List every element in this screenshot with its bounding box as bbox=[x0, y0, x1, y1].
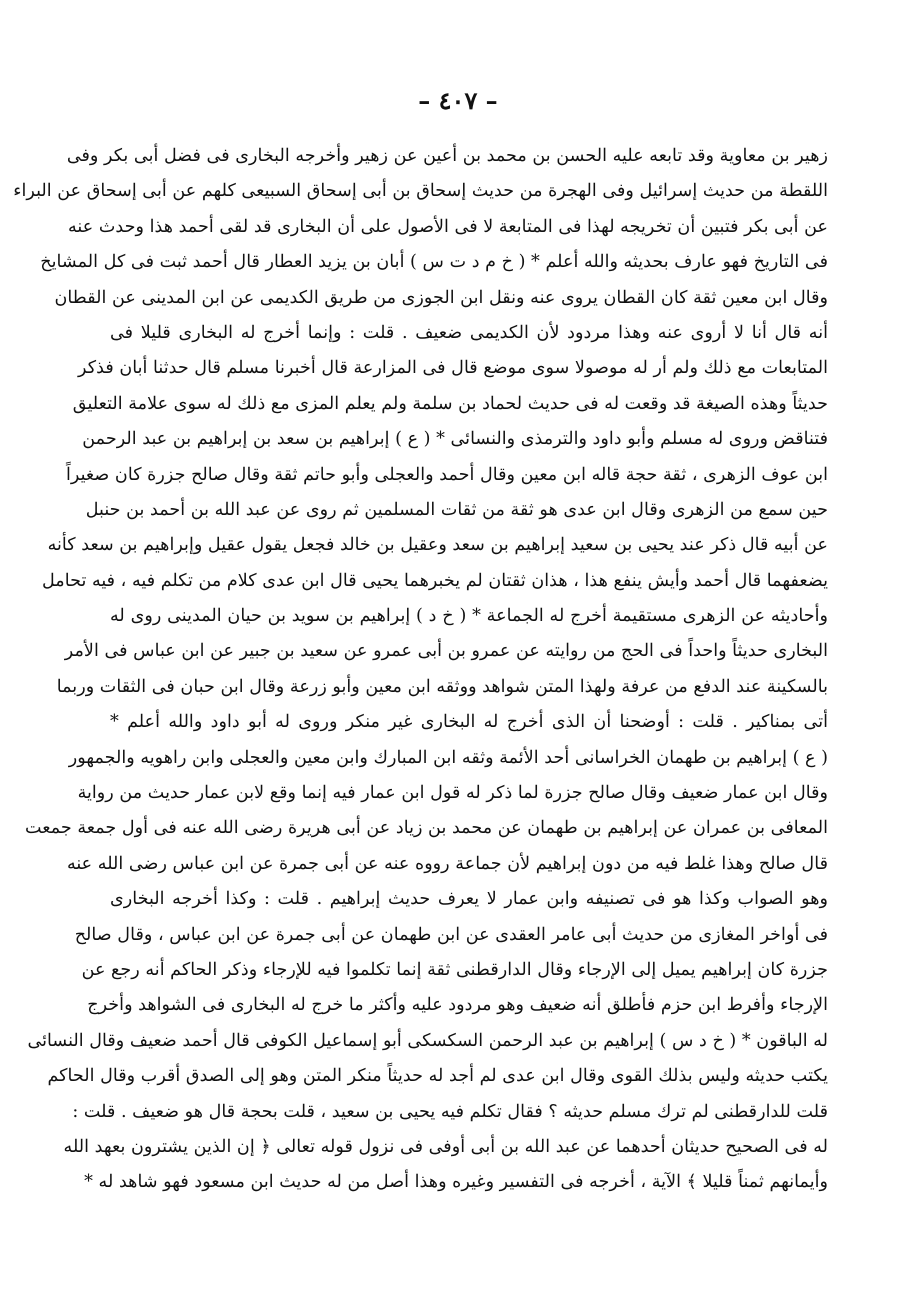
text-line: ( ع ) إبراهيم بن طهمان الخراسانى أحد الأئمة وثقه ابن المبارك وابن معين والعجلى وابن راهويه والجمهور bbox=[68, 747, 828, 768]
text-line: وقال ابن معين ثقة كان القطان يروى عنه ونقل ابن الجوزى من طريق الكديمى عن ابن المدينى عن القطان bbox=[54, 287, 828, 308]
text-line: له الباقون * ( خ د س ) إبراهيم بن عبد الرحمن السكسكى أبو إسماعيل الكوفى قال أحمد ضعيف وقال النسائى bbox=[27, 1030, 828, 1051]
text-line: البخارى حديثاً واحداً فى الحج من روايته عن عمرو بن أبى عمرو عن سعيد بن جبير عن ابن عباس فى الأمر bbox=[64, 641, 828, 662]
text-line: يضعفهما قال أحمد وأيش ينفع هذا ، هذان ثقتان لم يخبرهما يحيى قال ابن عدى كلام من تكلم فيه ، فيه تحامل bbox=[41, 570, 828, 591]
text-line: اللقطة من حديث إسرائيل وفى الهجرة من حديث إسحاق بن أبى إسحاق السبيعى كلهم عن أبى إسحاق عن البراء bbox=[13, 181, 828, 202]
text-line: حديثاً وهذه الصيغة قد وقعت له فى حديث لحماد بن سلمة ولم يعلم المزى مع ذلك له سوى علامة التعليق bbox=[72, 393, 828, 414]
text-line: المتابعات مع ذلك ولم أر له موصولا سوى موضع قال فى المزارعة قال أخبرنا مسلم قال حدثنا أبان فذكر bbox=[78, 358, 828, 379]
text-line: فى أواخر المغازى من حديث أبى عامر العقدى عن ابن طهمان عن أبى جمرة عن ابن عباس ، وقال صالح bbox=[74, 924, 828, 945]
text-line: زهير بن معاوية وقد تابعه عليه الحسن بن محمد بن أعين عن زهير وأخرجه البخارى فى فضل أبى بكر وفى bbox=[66, 146, 828, 166]
text-line: يكتب حديثه وليس بذلك القوى وقال ابن عدى لم أجد له حديثاً منكر المتن وهو إلى الصدق أقرب وقال الحاكم bbox=[47, 1066, 828, 1087]
text-line: له فى الصحيح حديثان أحدهما عن عبد الله بن أبى أوفى فى نزول قوله تعالى ﴿ إن الذين يشترون بعهد الله bbox=[63, 1136, 828, 1157]
text-line: حين سمع من الزهرى وقال ابن عدى هو ثقة من ثقات المسلمين ثم روى عن عبد الله بن أحمد بن حنبل bbox=[85, 499, 828, 520]
text-line: وأيمانهم ثمناً قليلا ﴾ الآية ، أخرجه فى التفسير وغيره وهذا أصل من له حديث ابن مسعود فهو شاهد له * bbox=[84, 1172, 828, 1193]
text-line: عن أبى بكر فتبين أن تخريجه لهذا فى المتابعة لا فى الأصول على أن البخارى قد لقى أحمد هذا وحدث عنه bbox=[67, 216, 828, 237]
body-text bbox=[13, 139, 828, 1201]
text-line: الإرجاء وأفرط ابن حزم فأطلق أنه ضعيف وهو مردود عليه وأكثر ما خرج له البخارى فى الشواهد وأخرج bbox=[87, 995, 828, 1016]
text-line: فتناقض وروى له مسلم وأبو داود والترمذى والنسائى * ( ع ) إبراهيم بن سعد بن إبراهيم بن عبد الرحمن bbox=[82, 429, 828, 450]
text-line: قلت للدارقطنى لم ترك مسلم حديثه ؟ فقال تكلم فيه يحيى بن سعيد ، قلت بحجة قال هو ضعيف . قلت : bbox=[72, 1101, 828, 1122]
text-line: ابن عوف الزهرى ، ثقة حجة قاله ابن معين وقال أحمد والعجلى وأبو حاتم ثقة وقال صالح جزرة كان صغيراً bbox=[66, 464, 828, 485]
text-line: وهو الصواب وكذا هو فى تصنيفه وابن عمار لا يعرف حديث إبراهيم . قلت : وكذا أخرجه البخارى bbox=[110, 889, 828, 910]
text-line: وقال ابن عمار ضعيف وقال صالح جزرة لما ذكر له قول ابن عمار فيه إنما وقع لابن عمار حديث من رواية bbox=[77, 783, 828, 804]
text-line: المعافى بن عمران عن إبراهيم بن طهمان عن محمد بن زياد عن أبى هريرة رضى الله عنه فى أول جمعة جمعت bbox=[24, 818, 828, 839]
text-line: قال صالح وهذا غلط فيه من دون إبراهيم لأن جماعة رووه عنه عن أبى جمرة عن ابن عباس رضى الله عنه bbox=[66, 853, 828, 874]
text-line: عن أبيه قال ذكر عند يحيى بن سعيد إبراهيم بن سعد وعقيل بن خالد فجعل يقول عقيل وإبراهيم بن سعد كأنه bbox=[47, 535, 828, 556]
page-number: – ٤٠٧ – bbox=[418, 86, 498, 115]
text-line: فى التاريخ فهو عارف بحديثه والله أعلم * ( خ م د ت س ) أبان بن يزيد العطار قال أحمد ثبت فى كل المشايخ bbox=[40, 252, 828, 273]
text-line: أنه قال أنا لا أروى عنه وهذا مردود لأن الكديمى ضعيف . قلت : وإنما أخرج له البخارى قليلا فى bbox=[110, 322, 828, 343]
text-line: بالسكينة عند الدفع من عرفة ولهذا المتن شواهد ووثقه ابن معين وأبو زرعة وقال ابن حبان فى الثقات وربما bbox=[56, 676, 828, 697]
text-line: جزرة كان إبراهيم يميل إلى الإرجاء وقال الدارقطنى ثقة إنما تكلموا فيه للإرجاء وذكر الحاكم أنه رجع عن bbox=[81, 959, 828, 980]
text-line: وأحاديثه عن الزهرى مستقيمة أخرج له الجماعة * ( خ د ) إبراهيم بن سويد بن حيان المدينى روى له bbox=[110, 606, 828, 627]
text-line: أتى بمناكير . قلت : أوضحنا أن الذى أخرج له البخارى غير منكر وروى له أبو داود والله أعلم * bbox=[110, 712, 828, 733]
